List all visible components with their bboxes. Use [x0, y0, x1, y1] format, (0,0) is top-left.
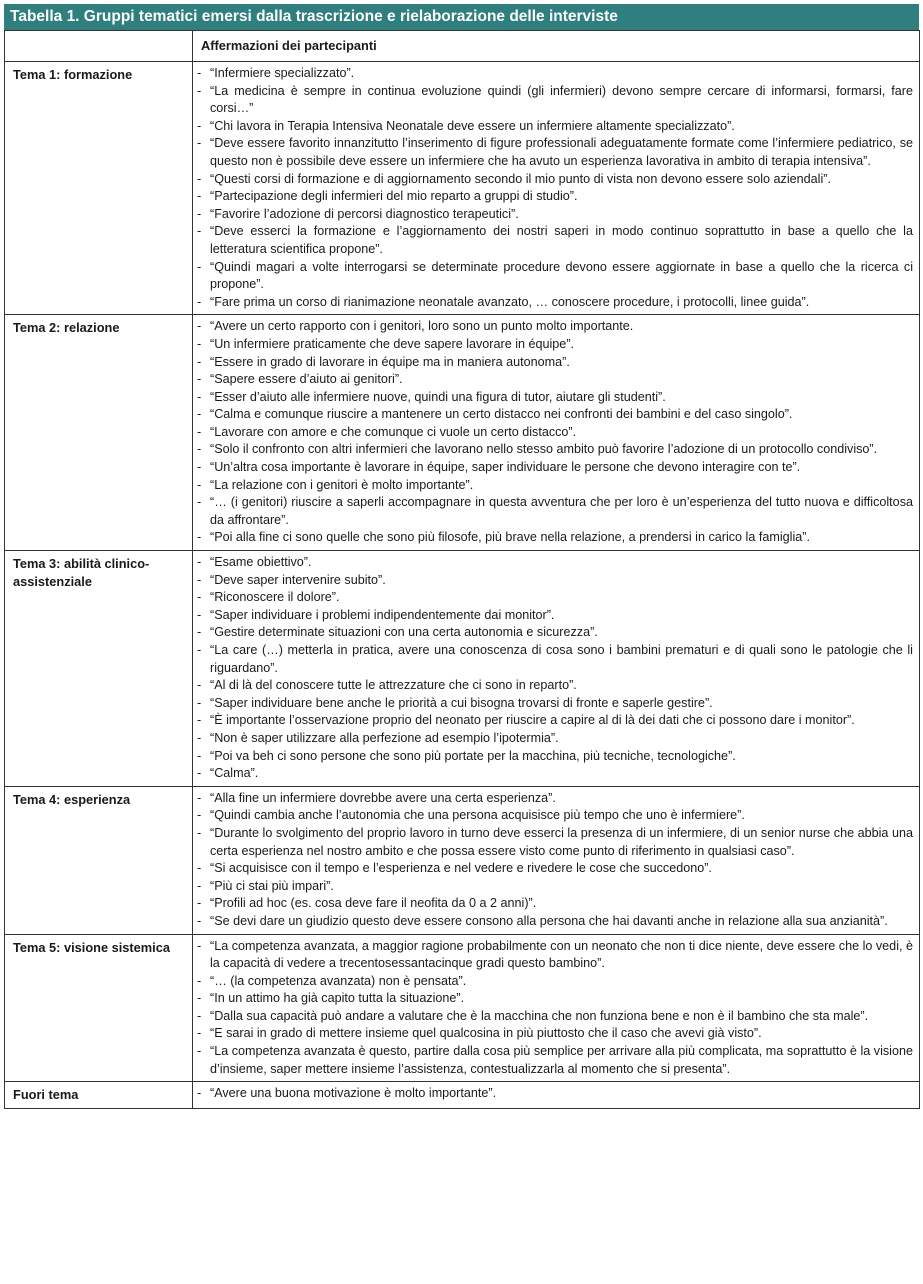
theme-label: Tema 4: esperienza: [5, 786, 193, 934]
quotes-cell: [193, 62, 920, 315]
quote-item: - “Esser d’aiuto alle infermiere nuove, quindi una figura di tutor, aiutare gli studenti”.: [197, 389, 913, 407]
quote-item: - “Lavorare con amore e che comunque ci vuole un certo distacco”.: [197, 424, 913, 442]
quote-item: - “… (la competenza avanzata) non è pensata”.: [197, 973, 913, 991]
quote-item: - “La competenza avanzata, a maggior ragione probabilmente con un neonato che non ti dice niente, deve essere che lo vedi, è la capacità di vedere a trecentosessantacinque gradi questo bambino”.: [197, 938, 913, 973]
quote-item: - “Fare prima un corso di rianimazione neonatale avanzato, … conoscere procedure, i protocolli, linee guida”.: [197, 294, 913, 312]
quote-item: - “Saper individuare bene anche le priorità a cui bisogna trovarsi di fronte e saperle gestire”.: [197, 695, 913, 713]
quote-list: [197, 938, 913, 1079]
quote-item: - “Al di là del conoscere tutte le attrezzature che ci sono in reparto”.: [197, 677, 913, 695]
quote-item: - “Sapere essere d’aiuto ai genitori”.: [197, 371, 913, 389]
quote-item: - “Essere in grado di lavorare in équipe ma in maniera autonoma”.: [197, 354, 913, 372]
quote-item: - “Dalla sua capacità può andare a valutare che è la macchina che non funziona bene e non è il bambino che sta male”.: [197, 1008, 913, 1026]
quote-item: - “Partecipazione degli infermieri del mio reparto a gruppi di studio”.: [197, 188, 913, 206]
quote-item: - “Quindi magari a volte interrogarsi se determinate procedure devono essere aggiornate in base a quello che la ricerca ci propone”.: [197, 259, 913, 294]
quote-item: - “Avere un certo rapporto con i genitori, loro sono un punto molto importante.: [197, 318, 913, 336]
quote-item: - “La relazione con i genitori è molto importante”.: [197, 477, 913, 495]
table-row: [5, 1082, 920, 1109]
quote-list: [197, 554, 913, 783]
quote-item: - “Chi lavora in Terapia Intensiva Neonatale deve essere un infermiere altamente specializzato”.: [197, 118, 913, 136]
quote-item: - “Un’altra cosa importante è lavorare in équipe, saper individuare le persone che devono interagire con te”.: [197, 459, 913, 477]
theme-label: Tema 1: formazione: [5, 62, 193, 315]
quote-item: - “Gestire determinate situazioni con una certa autonomia e sicurezza”.: [197, 624, 913, 642]
quote-item: - “Durante lo svolgimento del proprio lavoro in turno deve esserci la presenza di un infermiere, di un senior nurse che abbia una certa esperienza nel nostro ambito e che possa essere visto come punto di riferimento in qualsiasi caso”.: [197, 825, 913, 860]
quote-item: - “Deve esserci la formazione e l’aggiornamento dei nostri saperi in modo continuo soprattutto in base a quello che la letteratura scientifica propone”.: [197, 223, 913, 258]
quote-item: - “Calma e comunque riuscire a mantenere un certo distacco nei confronti dei bambini e del caso singolo”.: [197, 406, 913, 424]
quote-item: - “Riconoscere il dolore”.: [197, 589, 913, 607]
quote-item: - “Favorire l’adozione di percorsi diagnostico terapeutici”.: [197, 206, 913, 224]
theme-label: Tema 3: abilità clinico-assistenziale: [5, 551, 193, 787]
header-row: [5, 31, 920, 62]
table-title: Tabella 1. Gruppi tematici emersi dalla trascrizione e rielaborazione delle interviste: [4, 4, 919, 30]
quote-list: [197, 65, 913, 311]
quote-item: - “Poi alla fine ci sono quelle che sono più filosofe, più brave nella relazione, a prendersi in carico la famiglia”.: [197, 529, 913, 547]
quote-item: - “La medicina è sempre in continua evoluzione quindi (gli infermieri) devono sempre cercare di informarsi, formarsi, fare corsi…”: [197, 83, 913, 118]
quote-item: - “È importante l’osservazione proprio del neonato per riuscire a capire al di là dei dati che ci possono dare i monitor”.: [197, 712, 913, 730]
table-body: [5, 62, 920, 1109]
quote-item: - “In un attimo ha già capito tutta la situazione”.: [197, 990, 913, 1008]
quote-item: - “Se devi dare un giudizio questo deve essere consono alla persona che hai davanti anche in relazione alla sua anzianità”.: [197, 913, 913, 931]
table-row: [5, 315, 920, 551]
quote-item: - “Avere una buona motivazione è molto importante”.: [197, 1085, 913, 1103]
quote-item: - “La care (…) metterla in pratica, avere una conoscenza di cosa sono i bambini prematuri e di quali sono le patologie che li riguardano”.: [197, 642, 913, 677]
quote-list: [197, 1085, 913, 1103]
themes-table: [4, 30, 920, 1109]
quote-item: - “Profili ad hoc (es. cosa deve fare il neofita da 0 a 2 anni)”.: [197, 895, 913, 913]
quotes-cell: [193, 1082, 920, 1109]
quotes-cell: [193, 786, 920, 934]
theme-label: Tema 5: visione sistemica: [5, 934, 193, 1082]
table-row: [5, 62, 920, 315]
quote-item: - “Esame obiettivo”.: [197, 554, 913, 572]
quote-item: - “Poi va beh ci sono persone che sono più portate per la macchina, più tecniche, tecnologiche”.: [197, 748, 913, 766]
quote-item: - “… (i genitori) riuscire a saperli accompagnare in questa avventura che per loro è un’esperienza del tutto nuova e difficoltosa da affrontare”.: [197, 494, 913, 529]
quotes-cell: [193, 934, 920, 1082]
quote-item: - “Alla fine un infermiere dovrebbe avere una certa esperienza”.: [197, 790, 913, 808]
table-row: [5, 786, 920, 934]
quotes-cell: [193, 551, 920, 787]
table-row: [5, 934, 920, 1082]
quote-item: - “Si acquisisce con il tempo e l’esperienza e nel vedere e rivedere le cose che succedono”.: [197, 860, 913, 878]
theme-label: Tema 2: relazione: [5, 315, 193, 551]
quote-item: - “Solo il confronto con altri infermieri che lavorano nello stesso ambito può favorire l’adozione di un protocollo condiviso”.: [197, 441, 913, 459]
quote-item: - “Quindi cambia anche l’autonomia che una persona acquisisce più tempo che uno è infermiere”.: [197, 807, 913, 825]
quote-item: - “Saper individuare i problemi indipendentemente dai monitor”.: [197, 607, 913, 625]
quote-item: - “Deve saper intervenire subito”.: [197, 572, 913, 590]
column-header: Affermazioni dei partecipanti: [193, 31, 920, 62]
quote-item: - “Infermiere specializzato”.: [197, 65, 913, 83]
theme-label: Fuori tema: [5, 1082, 193, 1109]
quote-list: [197, 318, 913, 547]
header-empty-cell: [5, 31, 193, 62]
table-container: [4, 4, 919, 1109]
quote-item: - “Deve essere favorito innanzitutto l’inserimento di figure professionali adeguatamente formate come l’infermiere pediatrico, se questo non è possibile deve essere un infermiere che ha avuto un esperienza lavorativa in ambito di terapia intensiva”.: [197, 135, 913, 170]
table-row: [5, 551, 920, 787]
quote-list: [197, 790, 913, 931]
quote-item: - “Calma”.: [197, 765, 913, 783]
quote-item: - “Un infermiere praticamente che deve sapere lavorare in équipe”.: [197, 336, 913, 354]
quote-item: - “Più ci stai più impari”.: [197, 878, 913, 896]
quotes-cell: [193, 315, 920, 551]
quote-item: - “E sarai in grado di mettere insieme quel qualcosina in più piuttosto che il caso che avevi già visto”.: [197, 1025, 913, 1043]
quote-item: - “Non è saper utilizzare alla perfezione ad esempio l’ipotermia”.: [197, 730, 913, 748]
quote-item: - “Questi corsi di formazione e di aggiornamento secondo il mio punto di vista non devono essere solo aziendali”.: [197, 171, 913, 189]
quote-item: - “La competenza avanzata è questo, partire dalla cosa più semplice per arrivare alla più complicata, ma soprattutto è la visione d’insieme, saper mettere insieme l’assistenza, contestualizzarla al momento che si presenta”.: [197, 1043, 913, 1078]
